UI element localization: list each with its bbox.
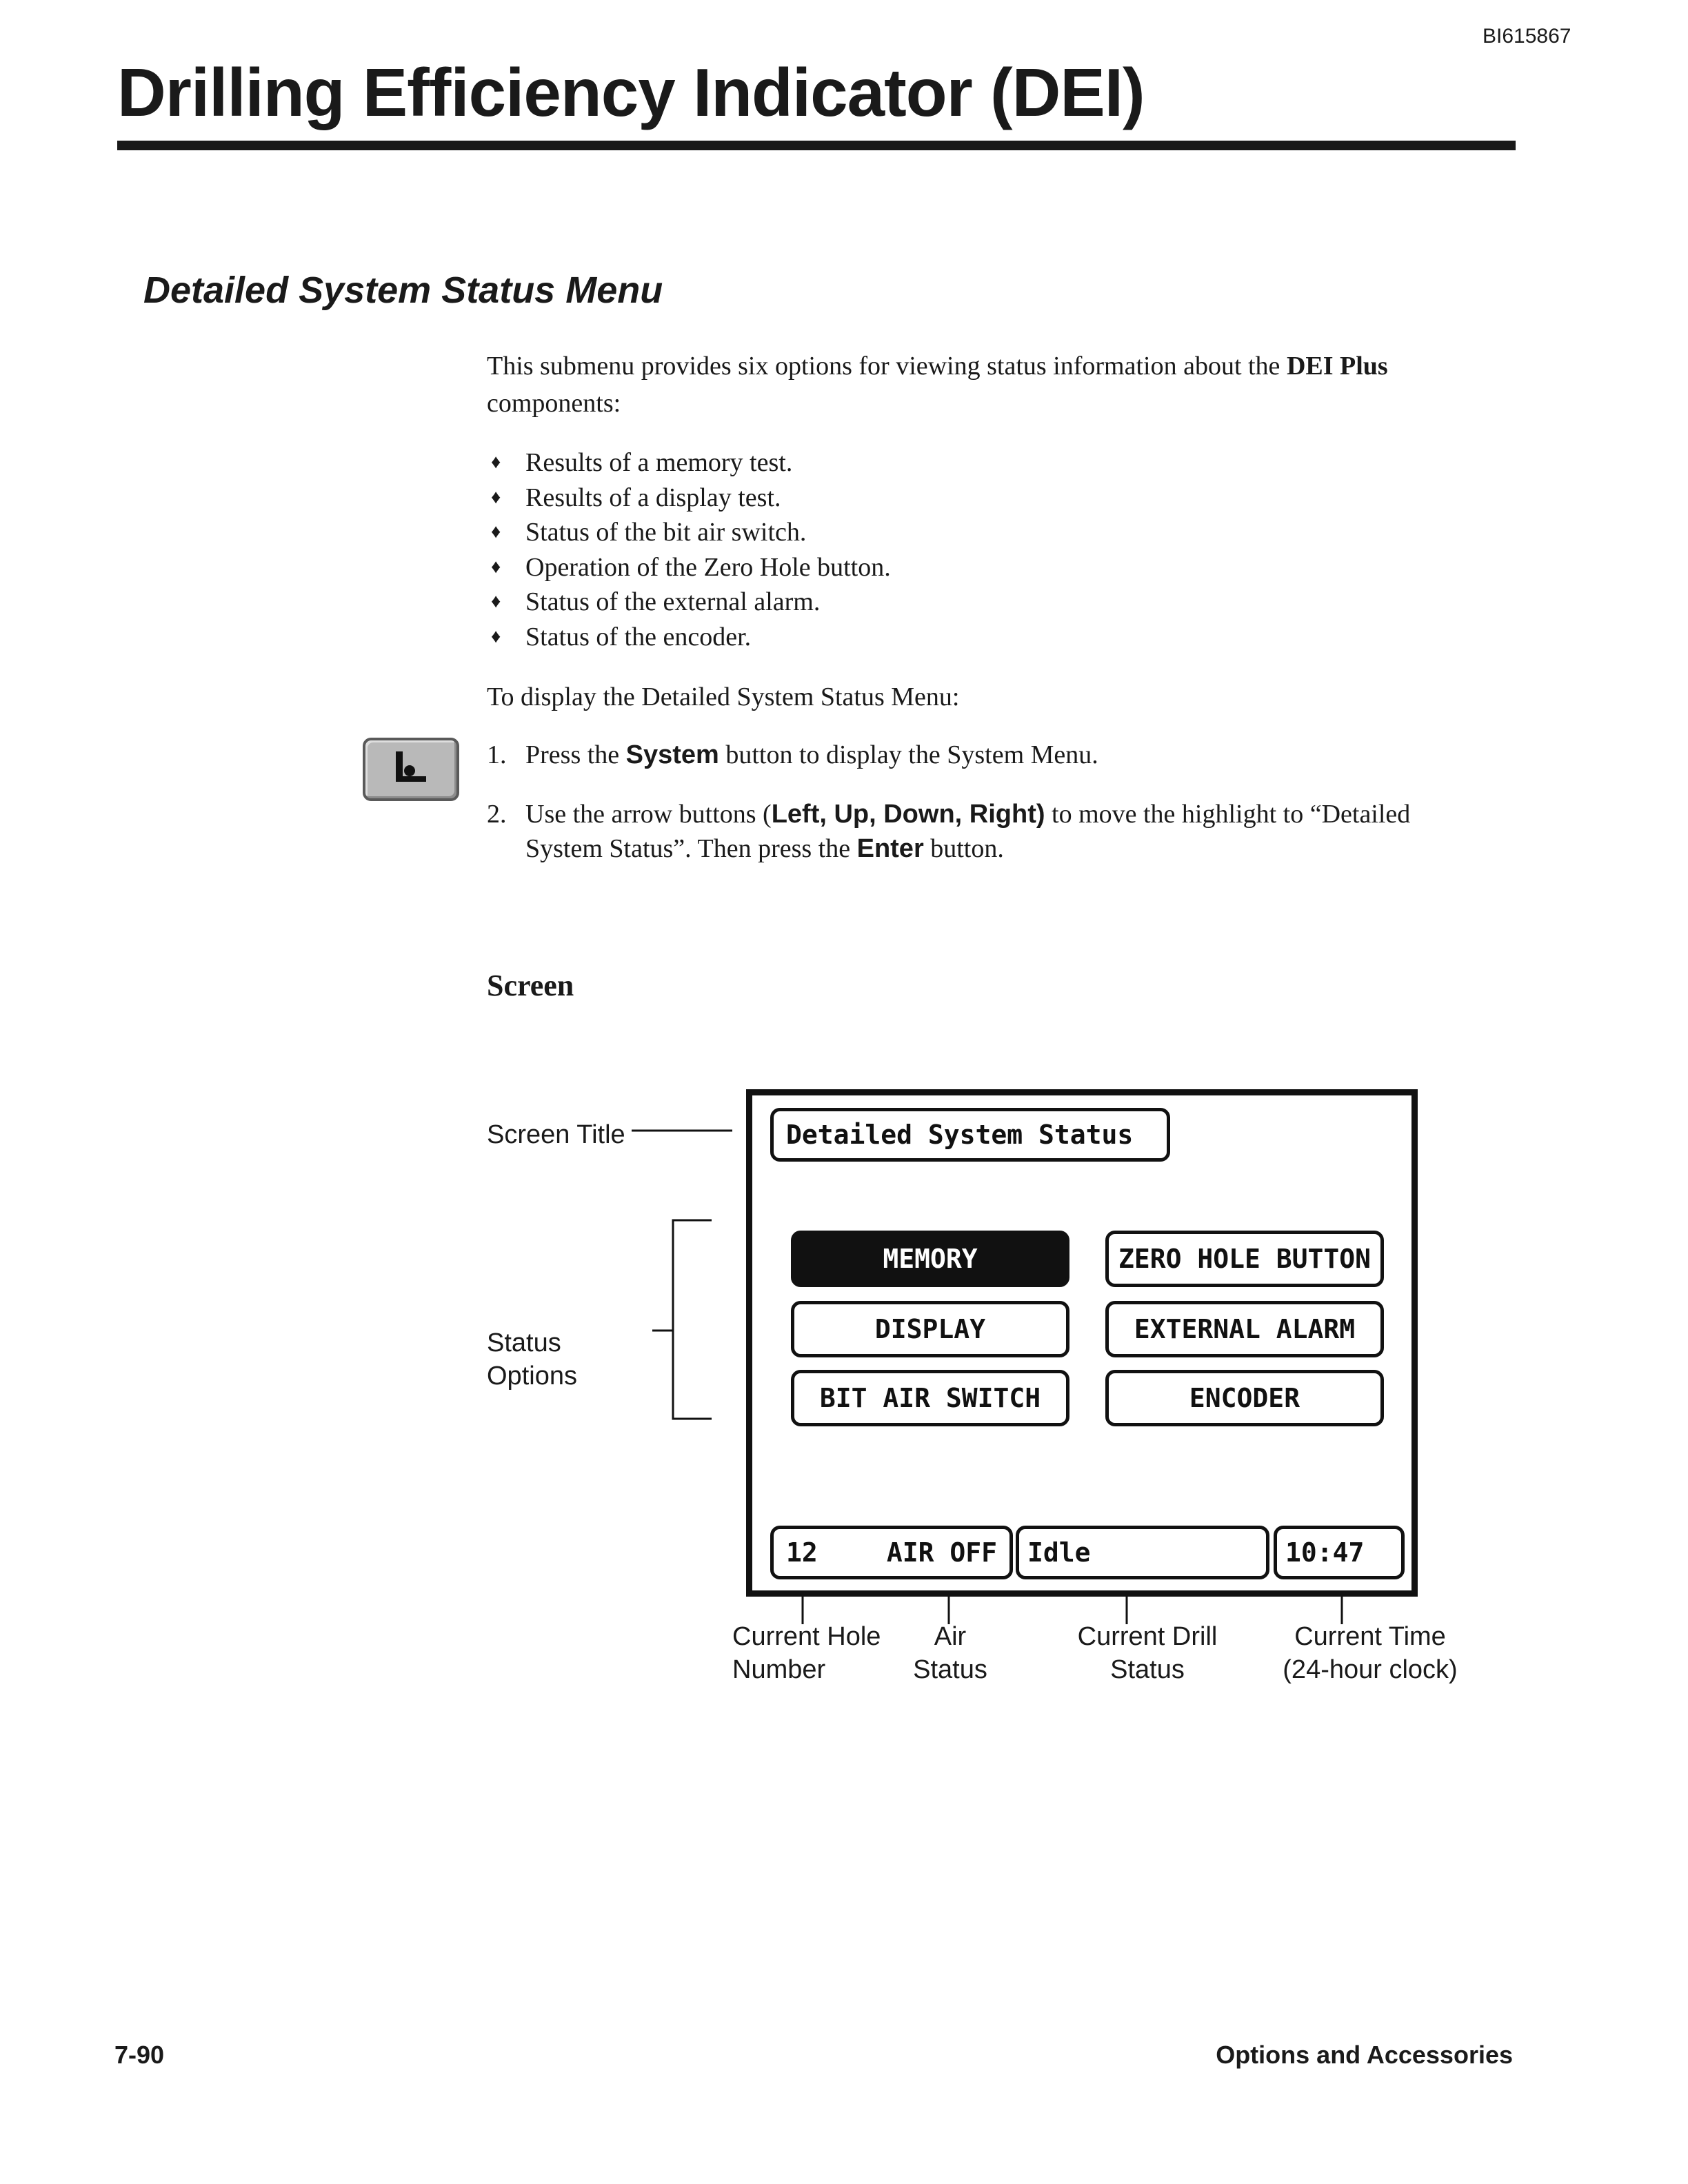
bullet-diamond-icon: ♦: [491, 591, 501, 612]
option-zero-hole-button[interactable]: ZERO HOLE BUTTON: [1105, 1231, 1384, 1287]
list-item-text: Status of the external alarm.: [525, 587, 821, 616]
bullet-diamond-icon: ♦: [491, 521, 501, 543]
option-display[interactable]: DISPLAY: [791, 1301, 1069, 1357]
callout-line: Current Hole: [732, 1622, 881, 1651]
callout-drill-status: [1072, 1620, 1223, 1686]
step-number: 2.: [487, 800, 507, 829]
option-memory[interactable]: MEMORY: [791, 1231, 1069, 1287]
step-text: button to display the System Menu.: [719, 740, 1098, 769]
callout-line: Number: [732, 1655, 826, 1684]
screen-title-box: Detailed System Status: [770, 1108, 1170, 1162]
current-time-box: 10:47: [1274, 1526, 1405, 1579]
drill-status-box: Idle: [1016, 1526, 1269, 1579]
callout-current-time: [1277, 1620, 1463, 1686]
screen-heading: Screen: [487, 969, 574, 1002]
page-number: 7-90: [114, 2041, 165, 2069]
callout-line: Status: [487, 1328, 561, 1357]
page-title: Drilling Efficiency Indicator (DEI): [117, 54, 1145, 130]
instruction-text: To display the Detailed System Status Menu:: [487, 682, 960, 711]
option-bit-air-switch[interactable]: BIT AIR SWITCH: [791, 1370, 1069, 1426]
callout-line: Current Time: [1294, 1622, 1446, 1651]
footer-section-name: Options and Accessories: [1216, 2041, 1513, 2069]
bullet-diamond-icon: ♦: [491, 556, 501, 578]
callout-line: Current Drill: [1077, 1622, 1218, 1651]
callout-line: (24-hour clock): [1283, 1655, 1458, 1684]
step-text: to move the highlight to “Detailed System Status”. Then press the: [525, 800, 1411, 863]
current-hole-number: 12: [786, 1537, 818, 1568]
list-item-text: Status of the bit air switch.: [525, 518, 807, 547]
step-text: Press the: [525, 740, 626, 769]
enter-button-label: Enter: [856, 834, 924, 863]
step-number: 1.: [487, 740, 507, 769]
list-item-text: Results of a memory test.: [525, 448, 793, 477]
list-item-text: Results of a display test.: [525, 483, 781, 512]
callout-line: Status: [913, 1655, 987, 1684]
arrow-buttons-label: Left, Up, Down, Right): [771, 800, 1045, 829]
system-button-label: System: [625, 740, 719, 769]
bullet-diamond-icon: ♦: [491, 452, 501, 473]
intro-text-prefix: This submenu provides six options for viewing status information about the: [487, 352, 1287, 381]
section-heading: Detailed System Status Menu: [143, 270, 663, 311]
option-external-alarm[interactable]: EXTERNAL ALARM: [1105, 1301, 1384, 1357]
bullet-diamond-icon: ♦: [491, 625, 501, 647]
list-item-text: Status of the encoder.: [525, 622, 752, 651]
callout-line: Options: [487, 1362, 577, 1391]
intro-text-suffix: components:: [487, 389, 621, 418]
list-item-text: Operation of the Zero Hole button.: [525, 552, 891, 582]
air-status: AIR OFF: [886, 1537, 997, 1568]
bullet-diamond-icon: ♦: [491, 486, 501, 508]
callout-status-options: [487, 1326, 577, 1393]
status-hole-air-box: [770, 1526, 1013, 1579]
callout-screen-title: Screen Title: [487, 1120, 625, 1149]
intro-product-name: DEI Plus: [1286, 352, 1388, 381]
step-text: button.: [923, 834, 1004, 863]
callout-line: Air: [934, 1622, 967, 1651]
option-encoder[interactable]: ENCODER: [1105, 1370, 1384, 1426]
callout-current-hole: [732, 1620, 881, 1686]
step-text: Use the arrow buttons (: [525, 800, 772, 829]
callout-air-status: [909, 1620, 992, 1686]
callout-line: Status: [1110, 1655, 1185, 1684]
document-id: BI615867: [1483, 25, 1571, 48]
lcd-screen: [746, 1089, 1418, 1597]
